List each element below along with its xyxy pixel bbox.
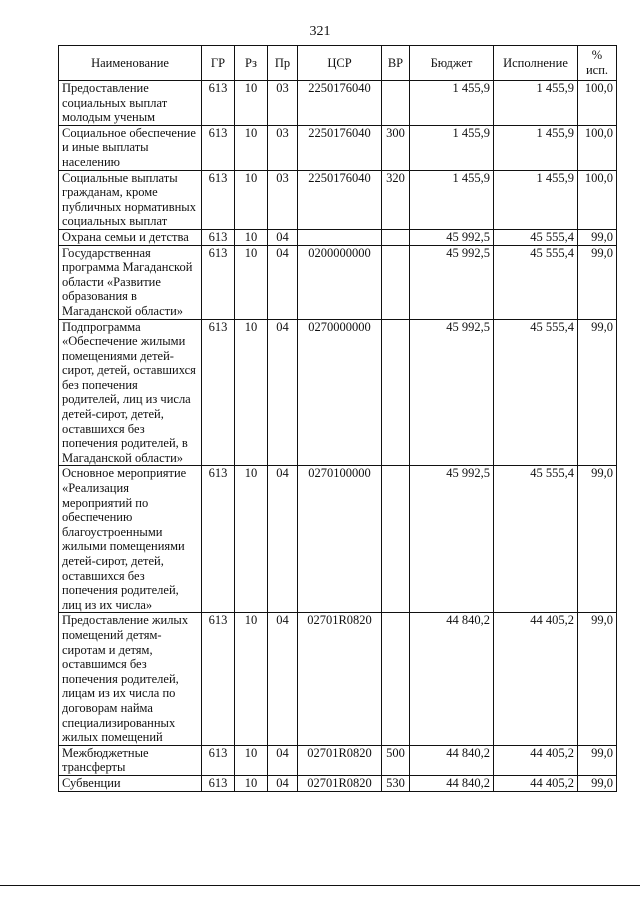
row-gr: 613 [202,229,235,245]
table-row [59,125,617,170]
row-budget: 1 455,9 [410,81,494,126]
row-rz: 10 [235,170,268,229]
row-vr: 320 [382,170,410,229]
row-rz: 10 [235,319,268,466]
header-vr: ВР [382,46,410,81]
row-name: Субвенции [59,775,202,791]
row-pr: 04 [268,319,298,466]
row-budget: 45 992,5 [410,319,494,466]
row-percent: 100,0 [578,170,617,229]
row-vr [382,229,410,245]
row-percent: 100,0 [578,81,617,126]
row-rz: 10 [235,245,268,319]
row-percent: 100,0 [578,125,617,170]
row-pr: 04 [268,245,298,319]
row-name: Государственная программа Магаданской области «Развитие образования в Магаданской области» [59,245,202,319]
row-pr: 04 [268,775,298,791]
row-vr: 300 [382,125,410,170]
row-pr: 04 [268,229,298,245]
row-budget: 45 992,5 [410,229,494,245]
row-execution: 45 555,4 [494,245,578,319]
row-csr [298,229,382,245]
row-vr [382,319,410,466]
row-pr: 04 [268,745,298,775]
row-rz: 10 [235,775,268,791]
row-gr: 613 [202,125,235,170]
row-csr: 2250176040 [298,170,382,229]
row-percent: 99,0 [578,775,617,791]
row-gr: 613 [202,245,235,319]
row-name: Межбюджетные трансферты [59,745,202,775]
header-budget: Бюджет [410,46,494,81]
table-row [59,170,617,229]
row-budget: 1 455,9 [410,170,494,229]
row-execution: 1 455,9 [494,170,578,229]
row-name: Предоставление жилых помещений детям-сиротам и детям, оставшимся без попечения родителей, лицам из их числа по договорам найма специализированных жилых помещений [59,613,202,745]
row-gr: 613 [202,745,235,775]
row-percent: 99,0 [578,229,617,245]
row-csr: 02701R0820 [298,745,382,775]
row-csr: 0270000000 [298,319,382,466]
row-vr: 530 [382,775,410,791]
header-rz: Рз [235,46,268,81]
row-csr: 02701R0820 [298,775,382,791]
budget-execution-table [58,45,617,792]
row-pr: 03 [268,81,298,126]
row-vr [382,466,410,613]
row-name: Подпрограмма «Обеспечение жилыми помещениями детей-сирот, детей, оставшихся без попечения родителей, лиц из числа детей-сирот, детей, оставшихся без попечения родителей, в Магаданской области» [59,319,202,466]
row-csr: 02701R0820 [298,613,382,745]
table-row [59,775,617,791]
table-row [59,745,617,775]
table-row [59,466,617,613]
row-csr: 0200000000 [298,245,382,319]
header-percent: % исп. [578,46,617,81]
row-execution: 44 405,2 [494,775,578,791]
row-execution: 1 455,9 [494,125,578,170]
row-rz: 10 [235,229,268,245]
page-number: 321 [309,24,331,39]
row-gr: 613 [202,170,235,229]
table-row [59,319,617,466]
row-execution: 1 455,9 [494,81,578,126]
row-gr: 613 [202,319,235,466]
row-gr: 613 [202,613,235,745]
row-name: Основное мероприятие «Реализация мероприятий по обеспечению благоустроенными жилыми помещениями детей-сирот, детей, оставшихся без попечения родителей, лиц из их числа» [59,466,202,613]
row-gr: 613 [202,775,235,791]
row-execution: 45 555,4 [494,319,578,466]
row-csr: 2250176040 [298,81,382,126]
row-percent: 99,0 [578,245,617,319]
row-rz: 10 [235,81,268,126]
row-name: Социальное обеспечение и иные выплаты населению [59,125,202,170]
row-budget: 45 992,5 [410,466,494,613]
row-vr [382,245,410,319]
row-vr [382,81,410,126]
row-budget: 44 840,2 [410,613,494,745]
row-budget: 45 992,5 [410,245,494,319]
header-execution: Исполнение [494,46,578,81]
table-row [59,229,617,245]
header-pr: Пр [268,46,298,81]
row-execution: 45 555,4 [494,229,578,245]
row-percent: 99,0 [578,466,617,613]
row-csr: 0270100000 [298,466,382,613]
row-execution: 44 405,2 [494,613,578,745]
row-budget: 1 455,9 [410,125,494,170]
row-name: Охрана семьи и детства [59,229,202,245]
row-percent: 99,0 [578,745,617,775]
row-rz: 10 [235,745,268,775]
header-name: Наименование [59,46,202,81]
row-pr: 04 [268,613,298,745]
row-percent: 99,0 [578,613,617,745]
row-budget: 44 840,2 [410,775,494,791]
table-row [59,613,617,745]
row-percent: 99,0 [578,319,617,466]
row-vr [382,613,410,745]
row-name: Социальные выплаты гражданам, кроме публичных нормативных социальных выплат [59,170,202,229]
row-name: Предоставление социальных выплат молодым ученым [59,81,202,126]
table-row [59,81,617,126]
row-pr: 03 [268,125,298,170]
row-gr: 613 [202,81,235,126]
row-pr: 03 [268,170,298,229]
row-pr: 04 [268,466,298,613]
row-csr: 2250176040 [298,125,382,170]
row-rz: 10 [235,466,268,613]
row-rz: 10 [235,125,268,170]
row-budget: 44 840,2 [410,745,494,775]
row-execution: 45 555,4 [494,466,578,613]
row-rz: 10 [235,613,268,745]
header-gr: ГР [202,46,235,81]
row-vr: 500 [382,745,410,775]
table-header-row [59,46,617,81]
table-row [59,245,617,319]
bottom-scan-edge-line [0,885,640,886]
row-execution: 44 405,2 [494,745,578,775]
row-gr: 613 [202,466,235,613]
header-csr: ЦСР [298,46,382,81]
